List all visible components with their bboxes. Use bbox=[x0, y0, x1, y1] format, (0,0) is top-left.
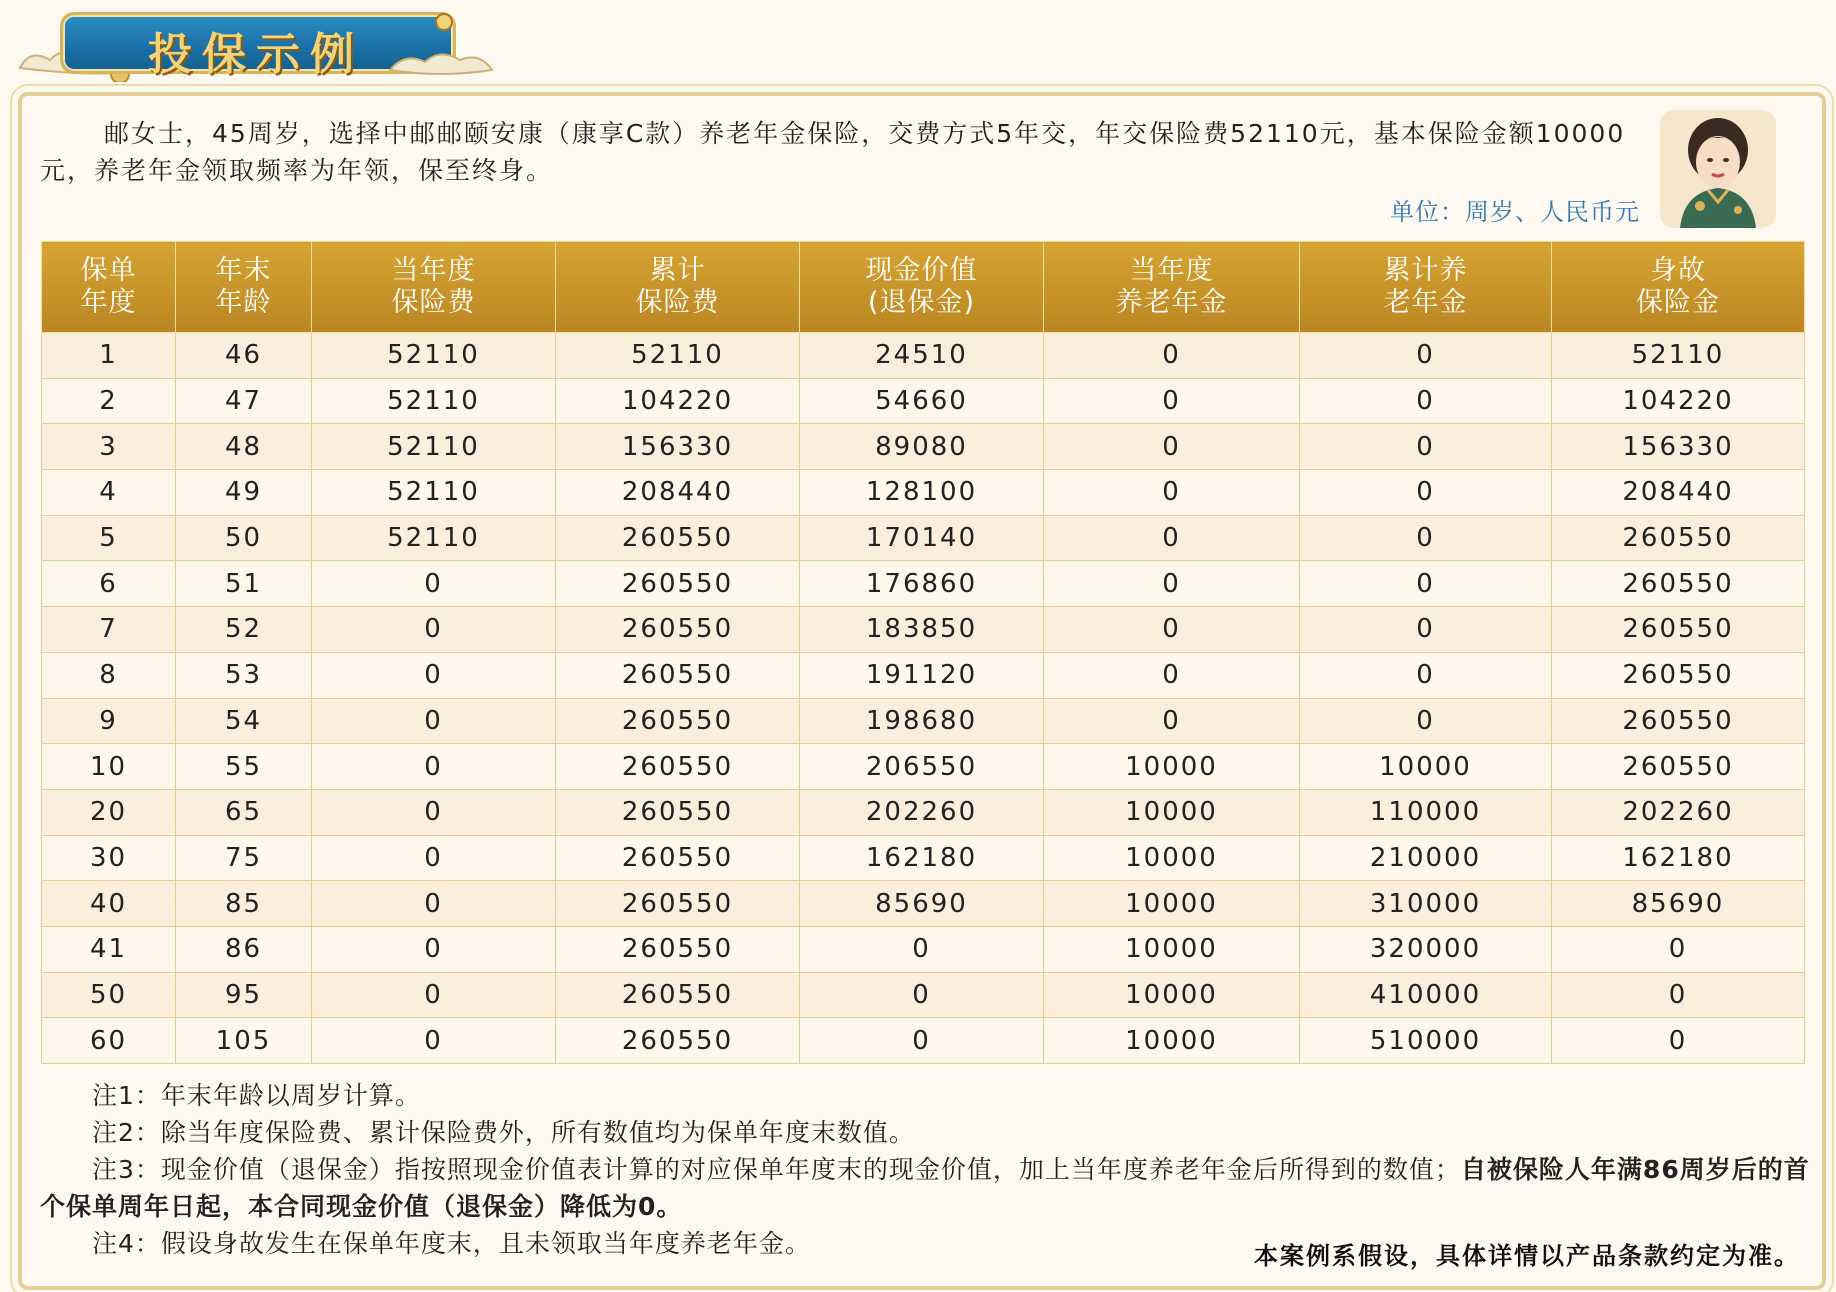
table-cell: 310000 bbox=[1300, 881, 1552, 927]
table-cell: 52110 bbox=[312, 424, 556, 470]
table-cell: 198680 bbox=[800, 698, 1044, 744]
note-3-text: 注3：现金价值（退保金）指按照现金价值表计算的对应保单年度末的现金价值，加上当年度养老年金后所得到的数值； bbox=[92, 1155, 1461, 1184]
table-cell: 260550 bbox=[1552, 698, 1805, 744]
table-row bbox=[42, 333, 1805, 379]
table-row bbox=[42, 698, 1805, 744]
table-cell: 0 bbox=[1044, 607, 1300, 653]
table-cell: 156330 bbox=[556, 424, 800, 470]
table-cell: 47 bbox=[176, 378, 312, 424]
table-cell: 210000 bbox=[1300, 835, 1552, 881]
column-header-line: 累计 bbox=[649, 255, 706, 286]
table-cell: 10000 bbox=[1044, 1018, 1300, 1064]
table-cell: 260550 bbox=[1552, 515, 1805, 561]
table-cell: 202260 bbox=[800, 789, 1044, 835]
table-cell: 1 bbox=[42, 333, 176, 379]
table-cell: 0 bbox=[1300, 698, 1552, 744]
table-cell: 51 bbox=[176, 561, 312, 607]
table-cell: 30 bbox=[42, 835, 176, 881]
column-header-line: 身故 bbox=[1650, 255, 1706, 286]
table-row bbox=[42, 789, 1805, 835]
column-header-line: 老年金 bbox=[1383, 287, 1468, 318]
table-cell: 55 bbox=[176, 744, 312, 790]
table-cell: 0 bbox=[800, 972, 1044, 1018]
table-cell: 0 bbox=[312, 926, 556, 972]
table-cell: 105 bbox=[176, 1018, 312, 1064]
table-cell: 86 bbox=[176, 926, 312, 972]
table-cell: 510000 bbox=[1300, 1018, 1552, 1064]
table-cell: 10000 bbox=[1044, 926, 1300, 972]
table-cell: 54660 bbox=[800, 378, 1044, 424]
table-cell: 208440 bbox=[556, 470, 800, 516]
column-header bbox=[312, 242, 556, 333]
table-cell: 75 bbox=[176, 835, 312, 881]
table-cell: 260550 bbox=[556, 744, 800, 790]
table-cell: 104220 bbox=[1552, 378, 1805, 424]
table-cell: 0 bbox=[1044, 333, 1300, 379]
table-cell: 0 bbox=[312, 744, 556, 790]
note-3 bbox=[40, 1151, 1810, 1225]
table-cell: 10 bbox=[42, 744, 176, 790]
table-cell: 260550 bbox=[556, 698, 800, 744]
column-header-line: 保险费 bbox=[391, 287, 476, 318]
table-cell: 260550 bbox=[556, 561, 800, 607]
table-cell: 162180 bbox=[800, 835, 1044, 881]
note-2: 注2：除当年度保险费、累计保险费外，所有数值均为保单年度末数值。 bbox=[92, 1118, 915, 1147]
intro-text: 邮女士，45周岁，选择中邮邮颐安康（康享C款）养老年金保险，交费方式5年交，年交保险费52110元，基本保险金额10000元，养老年金领取频率为年领，保至终身。 bbox=[40, 119, 1626, 185]
table-body bbox=[42, 333, 1805, 1064]
table-cell: 89080 bbox=[800, 424, 1044, 470]
table-cell: 260550 bbox=[1552, 652, 1805, 698]
note-3-bold: 自被保险人年满86周岁后的首个保单周年日起，本合同现金价值（退保金）降低为0。 bbox=[40, 1155, 1810, 1221]
table-cell: 0 bbox=[1300, 515, 1552, 561]
table-cell: 128100 bbox=[800, 470, 1044, 516]
column-header bbox=[1300, 242, 1552, 333]
table-cell: 0 bbox=[1044, 470, 1300, 516]
table-cell: 0 bbox=[312, 652, 556, 698]
table-cell: 0 bbox=[1044, 561, 1300, 607]
table-cell: 10000 bbox=[1044, 789, 1300, 835]
table-row bbox=[42, 652, 1805, 698]
table-cell: 260550 bbox=[556, 607, 800, 653]
table-cell: 176860 bbox=[800, 561, 1044, 607]
table-row bbox=[42, 378, 1805, 424]
page-title: 投保示例 bbox=[148, 29, 364, 80]
note-1: 注1：年末年龄以周岁计算。 bbox=[92, 1081, 421, 1110]
table-cell: 9 bbox=[42, 698, 176, 744]
table-cell: 0 bbox=[1300, 470, 1552, 516]
column-header-line: 当年度 bbox=[391, 255, 476, 286]
cloud-ornament-icon bbox=[380, 38, 500, 82]
table-cell: 0 bbox=[1552, 926, 1805, 972]
table-cell: 20 bbox=[42, 789, 176, 835]
table-cell: 52110 bbox=[312, 515, 556, 561]
table-row bbox=[42, 515, 1805, 561]
table-cell: 260550 bbox=[1552, 744, 1805, 790]
table-cell: 85690 bbox=[800, 881, 1044, 927]
table-cell: 54 bbox=[176, 698, 312, 744]
unit-label: 单位：周岁、人民币元 bbox=[1390, 198, 1640, 226]
note-4: 注4：假设身故发生在保单年度末，且未领取当年度养老年金。 bbox=[92, 1229, 811, 1258]
table-row bbox=[42, 1018, 1805, 1064]
table-cell: 110000 bbox=[1300, 789, 1552, 835]
table-cell: 48 bbox=[176, 424, 312, 470]
table-cell: 0 bbox=[1300, 607, 1552, 653]
table-row bbox=[42, 926, 1805, 972]
woman-portrait-icon bbox=[1660, 110, 1776, 228]
column-header-line: 现金价值 bbox=[865, 255, 978, 286]
table-cell: 10000 bbox=[1044, 881, 1300, 927]
table-cell: 40 bbox=[42, 881, 176, 927]
table-cell: 85 bbox=[176, 881, 312, 927]
table-cell: 260550 bbox=[556, 972, 800, 1018]
table-row bbox=[42, 744, 1805, 790]
table-cell: 53 bbox=[176, 652, 312, 698]
column-header bbox=[556, 242, 800, 333]
column-header-line: 年末 bbox=[215, 255, 272, 286]
table-cell: 10000 bbox=[1044, 744, 1300, 790]
table-cell: 0 bbox=[800, 926, 1044, 972]
table-cell: 50 bbox=[42, 972, 176, 1018]
column-header-line: 当年度 bbox=[1129, 255, 1214, 286]
table-cell: 183850 bbox=[800, 607, 1044, 653]
table-cell: 49 bbox=[176, 470, 312, 516]
table-cell: 5 bbox=[42, 515, 176, 561]
table-row bbox=[42, 424, 1805, 470]
table-cell: 260550 bbox=[556, 515, 800, 561]
table-header-row bbox=[42, 242, 1805, 333]
column-header-line: 年度 bbox=[80, 287, 137, 318]
table-cell: 0 bbox=[1552, 1018, 1805, 1064]
benefit-table bbox=[41, 241, 1805, 1064]
table-cell: 0 bbox=[312, 972, 556, 1018]
table-cell: 52110 bbox=[312, 378, 556, 424]
table-cell: 320000 bbox=[1300, 926, 1552, 972]
table-cell: 10000 bbox=[1044, 835, 1300, 881]
table-cell: 0 bbox=[1300, 424, 1552, 470]
table-row bbox=[42, 835, 1805, 881]
column-header bbox=[1044, 242, 1300, 333]
column-header bbox=[800, 242, 1044, 333]
table-cell: 10000 bbox=[1044, 972, 1300, 1018]
table-row bbox=[42, 470, 1805, 516]
table-cell: 0 bbox=[1300, 561, 1552, 607]
table-cell: 156330 bbox=[1552, 424, 1805, 470]
column-header bbox=[176, 242, 312, 333]
table-cell: 260550 bbox=[556, 926, 800, 972]
table-cell: 0 bbox=[1044, 652, 1300, 698]
table-cell: 162180 bbox=[1552, 835, 1805, 881]
table-cell: 0 bbox=[1044, 698, 1300, 744]
table-cell: 6 bbox=[42, 561, 176, 607]
table-cell: 0 bbox=[1044, 424, 1300, 470]
table-cell: 52110 bbox=[312, 333, 556, 379]
table-cell: 0 bbox=[1300, 333, 1552, 379]
table-cell: 3 bbox=[42, 424, 176, 470]
table-cell: 260550 bbox=[556, 881, 800, 927]
table-row bbox=[42, 881, 1805, 927]
title-banner bbox=[30, 8, 470, 78]
table-row bbox=[42, 972, 1805, 1018]
woman-portrait-avatar bbox=[1660, 110, 1776, 228]
column-header-line: 年龄 bbox=[215, 287, 272, 318]
table-cell: 206550 bbox=[800, 744, 1044, 790]
table-cell: 0 bbox=[312, 835, 556, 881]
table-cell: 52 bbox=[176, 607, 312, 653]
disclaimer: 本案例系假设，具体详情以产品条款约定为准。 bbox=[1254, 1242, 1800, 1270]
table-cell: 52110 bbox=[556, 333, 800, 379]
ornament-dot-icon bbox=[432, 10, 456, 34]
table-cell: 0 bbox=[312, 561, 556, 607]
table-cell: 260550 bbox=[556, 652, 800, 698]
table-cell: 0 bbox=[1300, 378, 1552, 424]
table-cell: 0 bbox=[1300, 652, 1552, 698]
table-cell: 60 bbox=[42, 1018, 176, 1064]
column-header-line: 养老年金 bbox=[1115, 287, 1228, 318]
table-cell: 0 bbox=[312, 698, 556, 744]
table-cell: 52110 bbox=[312, 470, 556, 516]
table-cell: 7 bbox=[42, 607, 176, 653]
table-cell: 208440 bbox=[1552, 470, 1805, 516]
table-cell: 191120 bbox=[800, 652, 1044, 698]
table-cell: 52110 bbox=[1552, 333, 1805, 379]
table-cell: 0 bbox=[1552, 972, 1805, 1018]
column-header-line: 保单 bbox=[80, 255, 137, 286]
table-row bbox=[42, 561, 1805, 607]
table-cell: 41 bbox=[42, 926, 176, 972]
table-cell: 0 bbox=[312, 881, 556, 927]
table-cell: 0 bbox=[312, 789, 556, 835]
table-cell: 260550 bbox=[556, 789, 800, 835]
column-header-line: 保险金 bbox=[1636, 287, 1720, 318]
table-cell: 0 bbox=[800, 1018, 1044, 1064]
column-header bbox=[1552, 242, 1805, 333]
table-cell: 95 bbox=[176, 972, 312, 1018]
table-cell: 202260 bbox=[1552, 789, 1805, 835]
column-header-line: 保险费 bbox=[635, 287, 720, 318]
table-cell: 0 bbox=[1044, 515, 1300, 561]
column-header-line: (退保金) bbox=[867, 287, 976, 318]
table-cell: 8 bbox=[42, 652, 176, 698]
table-row bbox=[42, 607, 1805, 653]
table-cell: 0 bbox=[312, 607, 556, 653]
table-cell: 170140 bbox=[800, 515, 1044, 561]
notes-section bbox=[40, 1077, 1810, 1262]
table-cell: 46 bbox=[176, 333, 312, 379]
table-cell: 260550 bbox=[556, 835, 800, 881]
column-header bbox=[42, 242, 176, 333]
table-cell: 10000 bbox=[1300, 744, 1552, 790]
table-cell: 4 bbox=[42, 470, 176, 516]
table-cell: 65 bbox=[176, 789, 312, 835]
table-cell: 50 bbox=[176, 515, 312, 561]
table-cell: 260550 bbox=[556, 1018, 800, 1064]
table-cell: 24510 bbox=[800, 333, 1044, 379]
table-cell: 410000 bbox=[1300, 972, 1552, 1018]
table-cell: 260550 bbox=[1552, 607, 1805, 653]
table-cell: 260550 bbox=[1552, 561, 1805, 607]
table-cell: 0 bbox=[1044, 378, 1300, 424]
table-cell: 85690 bbox=[1552, 881, 1805, 927]
column-header-line: 累计养 bbox=[1383, 255, 1468, 286]
table-cell: 0 bbox=[312, 1018, 556, 1064]
table-cell: 2 bbox=[42, 378, 176, 424]
table-cell: 104220 bbox=[556, 378, 800, 424]
